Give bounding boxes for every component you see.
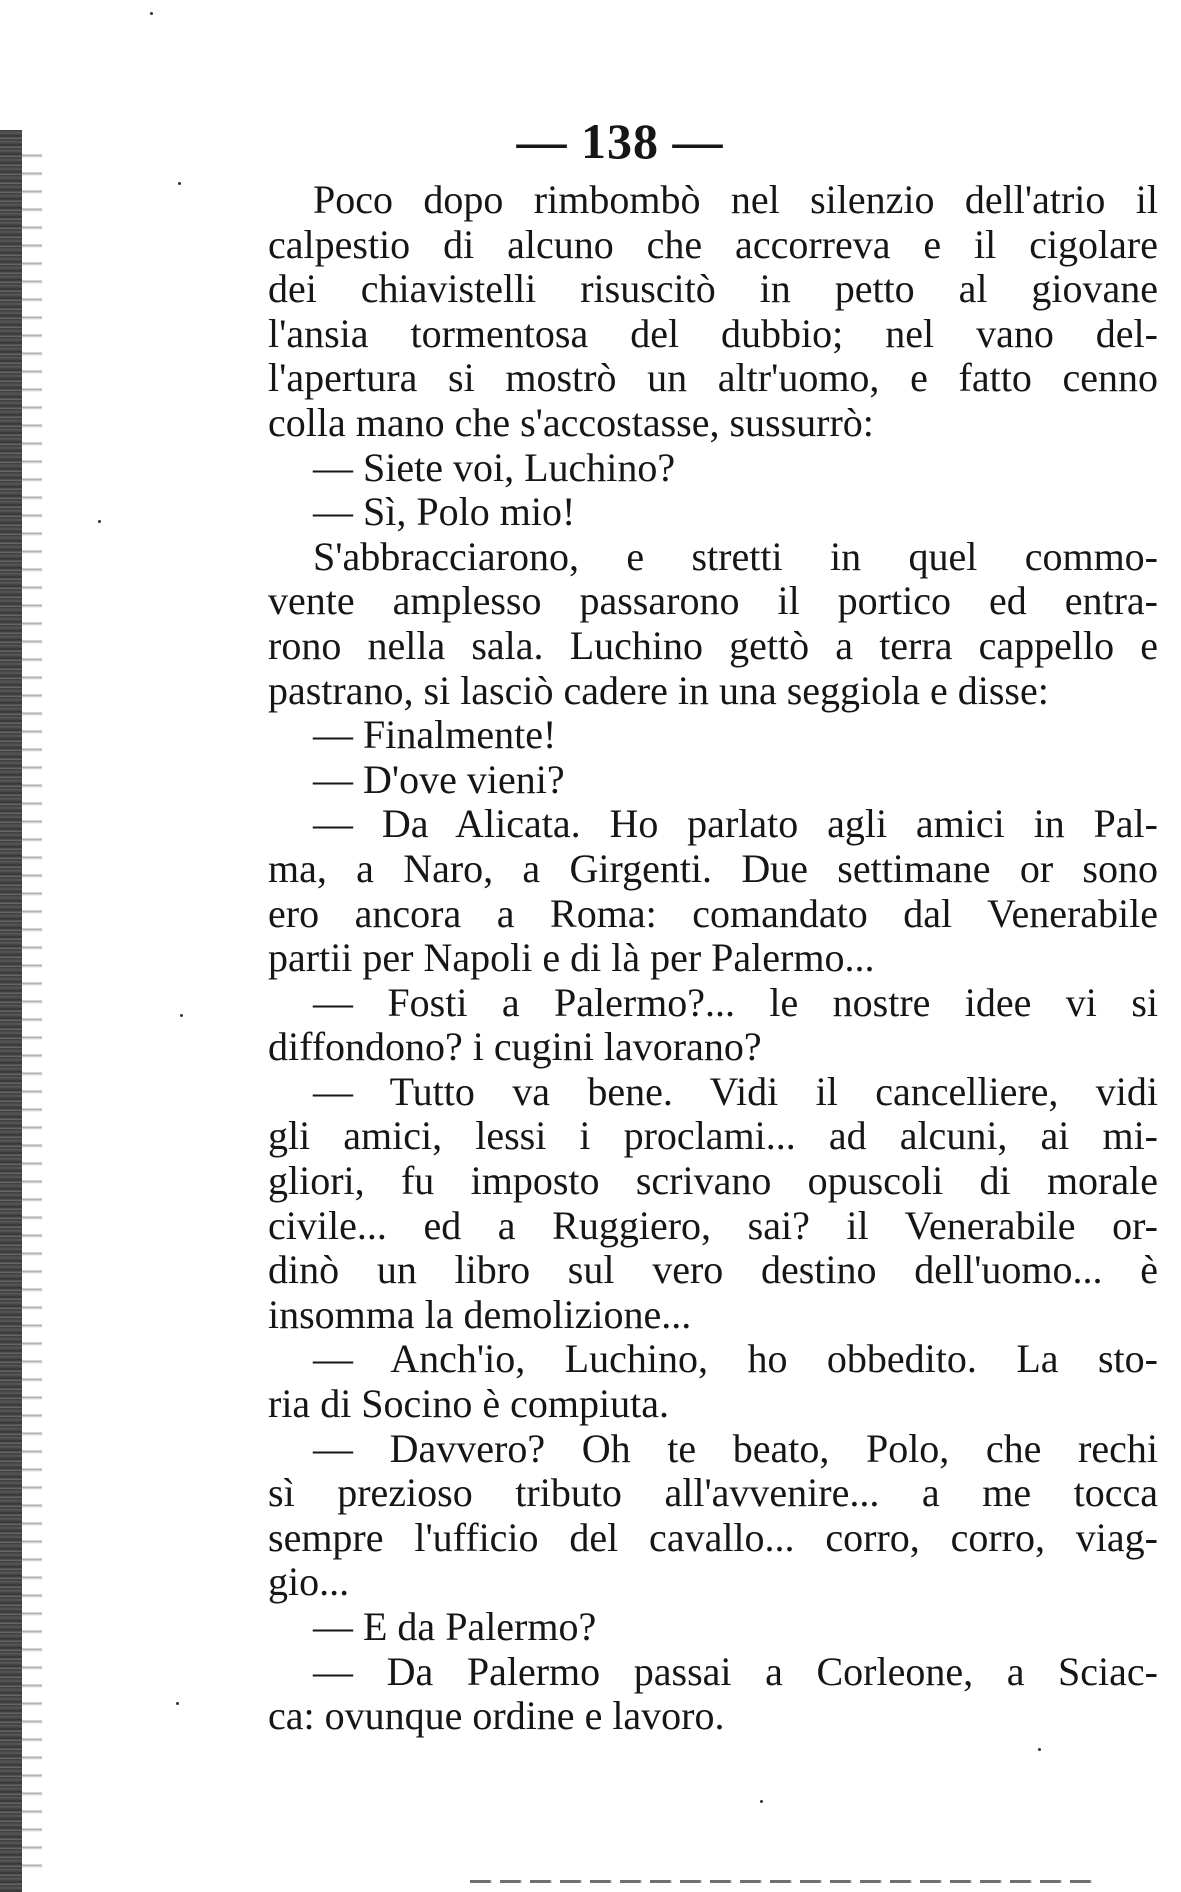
- text-line: — D'ove vieni?: [313, 757, 565, 802]
- text-line: pastrano, si lasciò cadere in una seggiola e disse:: [268, 668, 1049, 713]
- text-line: sì prezioso tributo all'avvenire... a me tocca: [268, 1471, 1158, 1516]
- text-line: gio...: [268, 1560, 350, 1605]
- bottom-rule: [470, 1880, 1100, 1883]
- text-line: partii per Napoli e di là per Palermo...: [268, 936, 875, 981]
- text-line: ca: ovunque ordine e lavoro.: [268, 1694, 725, 1739]
- text-line: colla mano che s'accostasse, sussurrò:: [268, 400, 874, 445]
- text-line: — Anch'io, Luchino, ho obbedito. La sto-: [313, 1337, 1158, 1382]
- text-line: calpestio di alcuno che accorreva e il cigolare: [268, 222, 1158, 267]
- text-line: civile... ed a Ruggiero, sai? il Venerabile or-: [268, 1203, 1158, 1248]
- text-line: ma, a Naro, a Girgenti. Due settimane or sono: [268, 846, 1158, 891]
- text-line: l'ansia tormentosa del dubbio; nel vano del-: [268, 311, 1158, 356]
- print-speck: [1038, 1748, 1041, 1751]
- text-line: — Davvero? Oh te beato, Polo, che rechi: [313, 1426, 1158, 1471]
- text-line: — E da Palermo?: [313, 1605, 597, 1649]
- text-line: ero ancora a Roma: comandato dal Venerabile: [268, 891, 1158, 936]
- print-speck: [98, 520, 101, 523]
- text-line: dei chiavistelli risuscitò in petto al giovane: [268, 267, 1158, 312]
- binding-gutter: [0, 130, 22, 1892]
- text-line: ria di Socino è compiuta.: [268, 1382, 670, 1427]
- text-line: — Da Palermo passai a Corleone, a Sciac-: [313, 1649, 1158, 1694]
- text-line: Poco dopo rimbombò nel silenzio dell'atrio il: [313, 178, 1158, 222]
- print-speck: [176, 1702, 179, 1705]
- print-speck: [180, 1014, 183, 1017]
- print-speck: [178, 182, 181, 185]
- page-number: — 138 —: [516, 113, 724, 169]
- print-speck: [150, 12, 153, 15]
- text-line: — Da Alicata. Ho parlato agli amici in Pal-: [313, 802, 1158, 847]
- text-line: rono nella sala. Luchino gettò a terra cappello e: [268, 623, 1158, 668]
- text-line: gliori, fu imposto scrivano opuscoli di morale: [268, 1159, 1158, 1204]
- text-line: — Sì, Polo mio!: [313, 490, 576, 535]
- binding-edge-texture: [22, 140, 42, 1880]
- text-line: — Siete voi, Luchino?: [313, 445, 676, 490]
- print-speck: [760, 1800, 763, 1803]
- text-line: S'abbracciarono, e stretti in quel commo-: [313, 534, 1158, 579]
- text-line: vente amplesso passarono il portico ed entra-: [268, 579, 1158, 624]
- body-text: [268, 178, 1158, 1739]
- text-line: gli amici, lessi i proclami... ad alcuni, ai mi-: [268, 1114, 1158, 1159]
- text-line: diffondono? i cugini lavorano?: [268, 1025, 762, 1070]
- text-line: dinò un libro sul vero destino dell'uomo... è: [268, 1248, 1158, 1293]
- text-line: sempre l'ufficio del cavallo... corro, corro, viag-: [268, 1515, 1158, 1560]
- text-line: l'apertura si mostrò un altr'uomo, e fatto cenno: [268, 356, 1158, 401]
- text-line: — Finalmente!: [313, 713, 557, 758]
- text-line: insomma la demolizione...: [268, 1292, 692, 1337]
- text-line: — Tutto va bene. Vidi il cancelliere, vidi: [313, 1069, 1158, 1114]
- text-line: — Fosti a Palermo?... le nostre idee vi si: [313, 980, 1158, 1025]
